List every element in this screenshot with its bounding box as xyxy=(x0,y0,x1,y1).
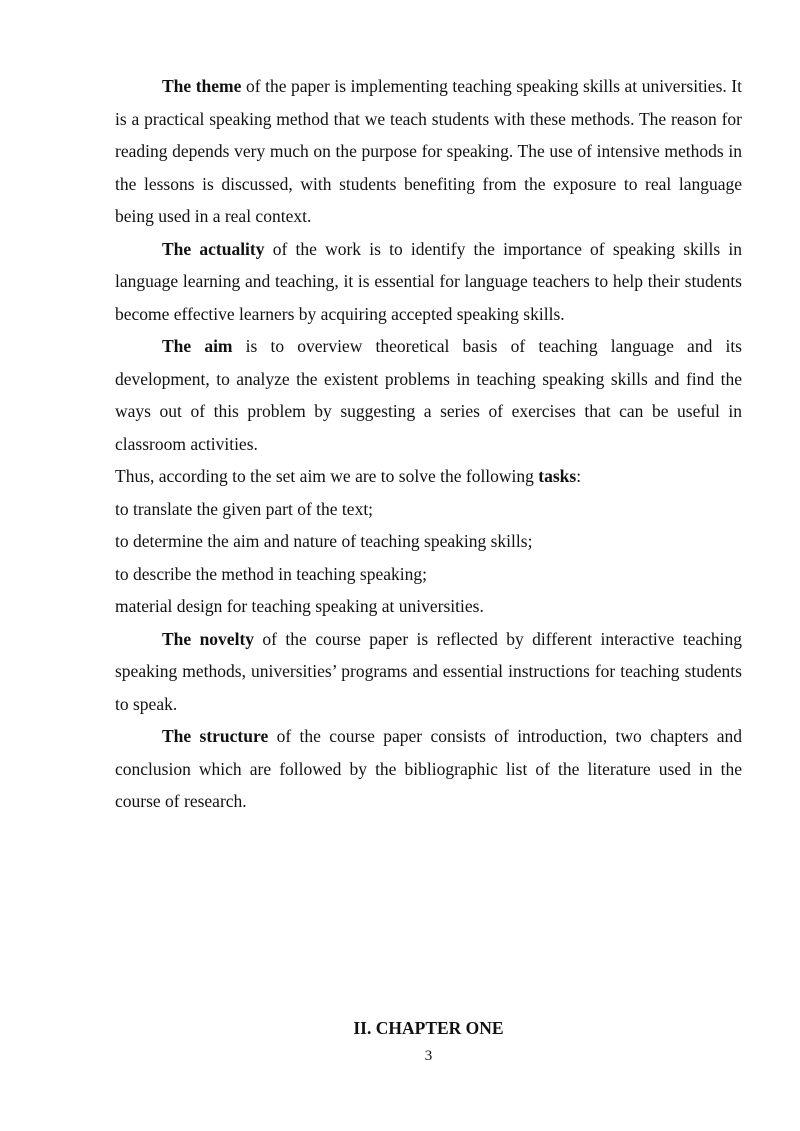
theme-paragraph xyxy=(115,70,742,233)
structure-label: The structure xyxy=(162,726,269,746)
chapter-heading: II. CHAPTER ONE xyxy=(353,1018,504,1038)
aim-paragraph xyxy=(115,330,742,460)
actuality-label: The actuality xyxy=(162,238,265,259)
theme-label: The theme xyxy=(162,76,242,96)
structure-text: of the course paper consists of introduction, two chapters and conclusion which are followed by the bibliographic list of the literature used in the course of research. xyxy=(115,726,742,811)
body-text xyxy=(115,70,742,818)
tasks-intro xyxy=(115,460,742,493)
tasks-intro-text: Thus, according to the set aim we are to solve the following xyxy=(115,466,539,486)
tasks-intro-suffix: : xyxy=(576,466,582,486)
novelty-label: The novelty xyxy=(162,628,255,649)
aim-label: The aim xyxy=(162,336,233,356)
actuality-paragraph xyxy=(115,233,742,331)
tasks-label: tasks xyxy=(538,466,577,486)
page-number: 3 xyxy=(424,1048,433,1064)
novelty-text: of the course paper is reflected by different interactive teaching speaking methods, universities’ programs and essential instructions for teaching students to speak. xyxy=(115,628,742,714)
actuality-text: of the work is to identify the importance of speaking skills in language learning and teaching, it is essential for language teachers to help their students become effective learners by acquiring accepted speaking skills. xyxy=(115,238,742,324)
task-item: to determine the aim and nature of teaching speaking skills; xyxy=(115,531,533,551)
theme-text: of the paper is implementing teaching speaking skills at universities. It is a practical speaking method that we teach students with these methods. The reason for reading depends very much on the purpose for speaking. The use of intensive methods in the lessons is discussed, with students benefiting from the exposure to real language being used in a real context. xyxy=(115,76,742,226)
aim-text: is to overview theoretical basis of teaching language and its development, to analyze the existent problems in teaching speaking skills and find the ways out of this problem by suggesting a series of exercises that can be useful in classroom activities. xyxy=(115,336,742,454)
novelty-paragraph xyxy=(115,623,742,721)
task-item: to describe the method in teaching speaking; xyxy=(115,563,427,584)
task-item: material design for teaching speaking at universities. xyxy=(115,596,484,616)
task-item: to translate the given part of the text; xyxy=(115,498,374,519)
structure-paragraph xyxy=(115,720,742,818)
